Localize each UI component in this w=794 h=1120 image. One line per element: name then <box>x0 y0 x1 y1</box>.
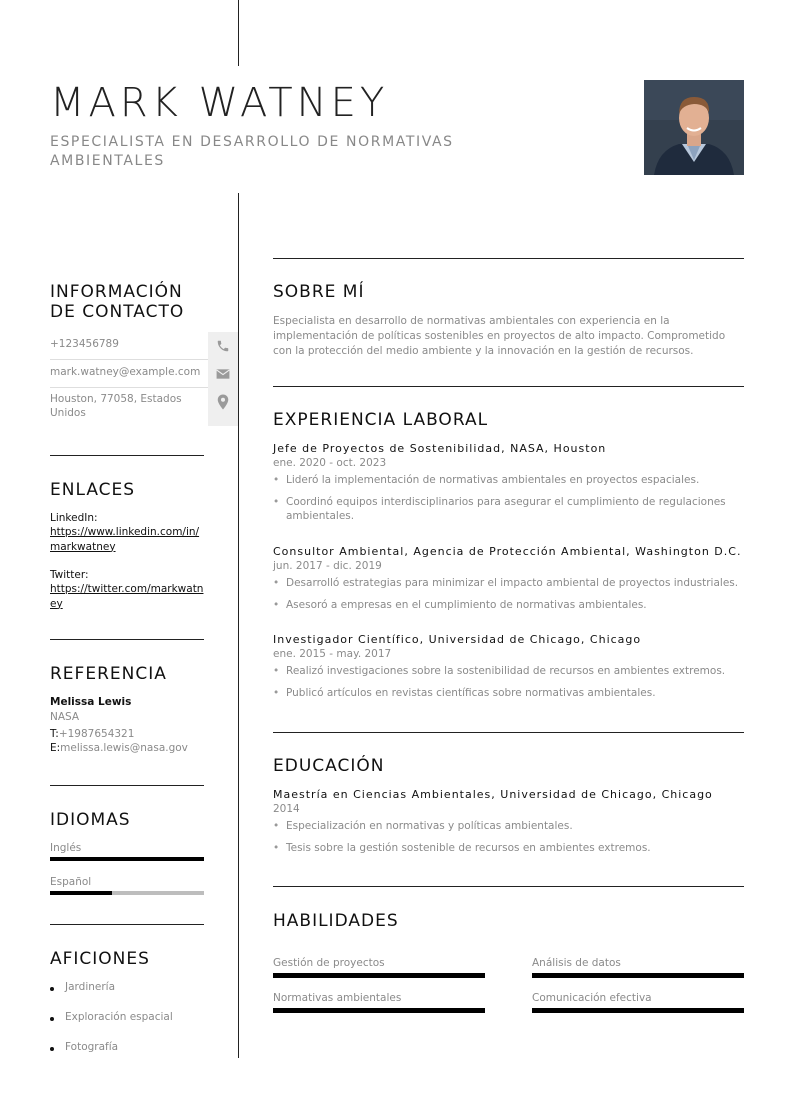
top-divider-line <box>238 0 239 66</box>
phone-icon-cell <box>208 332 238 360</box>
link-twitter <box>50 568 204 611</box>
skill-level-bar <box>273 1008 485 1013</box>
languages-heading: IDIOMAS <box>50 810 131 830</box>
reference-phone-label: T: <box>50 728 59 740</box>
reference-name: Melissa Lewis <box>50 696 132 708</box>
skill-level-bar <box>532 1008 744 1013</box>
right-section-divider <box>273 886 744 887</box>
person-photo-icon <box>644 80 744 175</box>
job-entry <box>273 633 744 700</box>
language-name: Español <box>50 876 92 888</box>
job-dates: jun. 2017 - dic. 2019 <box>273 560 382 572</box>
language-name: Inglés <box>50 842 82 854</box>
reference-phone[interactable]: +1987654321 <box>58 728 135 740</box>
reference-email[interactable]: melissa.lewis@nasa.gov <box>60 742 188 754</box>
reference-email-row <box>50 742 188 754</box>
reference-company: NASA <box>50 711 80 723</box>
location-pin-icon <box>217 394 229 410</box>
candidate-title: ESPECIALISTA EN DESARROLLO DE NORMATIVAS AMBIENTALES <box>50 134 454 169</box>
hobby-bullet <box>50 1047 54 1051</box>
links-heading: ENLACES <box>50 480 136 500</box>
left-section-divider <box>50 785 204 786</box>
education-heading: EDUCACIÓN <box>273 756 385 776</box>
hobby-bullet <box>50 987 54 991</box>
left-section-divider <box>50 924 204 925</box>
job-title: Investigador Científico, Universidad de Chicago, Chicago <box>273 633 642 646</box>
link-label-linkedin: LinkedIn: <box>50 512 98 524</box>
job-bullet: • Desarrolló estrategias para minimizar el impacto ambiental de proyectos industriales. <box>273 576 753 591</box>
language-level-fill <box>50 857 204 861</box>
language-level-bar <box>50 857 204 861</box>
profile-photo <box>644 80 744 175</box>
skills-heading: HABILIDADES <box>273 911 399 931</box>
left-section-divider <box>50 455 204 456</box>
education-degree: Maestría en Ciencias Ambientales, Universidad de Chicago, Chicago <box>273 788 713 801</box>
mail-icon <box>216 368 230 380</box>
right-section-divider <box>273 258 744 259</box>
contact-email[interactable]: mark.watney@example.com <box>50 366 201 378</box>
skill-name: Análisis de datos <box>532 957 621 969</box>
hobby-item: Exploración espacial <box>65 1011 173 1023</box>
contact-address: Houston, 77058, Estados Unidos <box>50 393 182 419</box>
education-year: 2014 <box>273 803 300 815</box>
right-section-divider <box>273 386 744 387</box>
linkedin-url[interactable]: https://www.linkedin.com/in/markwatney <box>50 526 200 553</box>
education-bullets <box>273 819 744 855</box>
education-entry <box>273 788 744 855</box>
right-section-divider <box>273 732 744 733</box>
phone-icon <box>216 339 230 353</box>
about-text: Especialista en desarrollo de normativas ambientales con experiencia en la implementación de políticas sostenibles en proyectos de alto impacto. Comprometido con la protección del medio ambiente y la innovación en la gestión de recursos. <box>273 315 726 357</box>
reference-heading: REFERENCIA <box>50 664 167 684</box>
skill-name: Comunicación efectiva <box>532 992 652 1004</box>
skill-name: Normativas ambientales <box>273 992 402 1004</box>
language-level-fill <box>50 891 112 895</box>
location-icon-cell <box>208 388 238 416</box>
job-bullet: • Asesoró a empresas en el cumplimiento de normativas ambientales. <box>273 598 753 613</box>
skill-level-bar <box>532 973 744 978</box>
skill-name: Gestión de proyectos <box>273 957 385 969</box>
experience-heading: EXPERIENCIA LABORAL <box>273 410 489 430</box>
hobby-bullet <box>50 1017 54 1021</box>
hobby-item: Fotografía <box>65 1041 119 1053</box>
reference-email-label: E: <box>50 742 61 754</box>
link-linkedin <box>50 511 204 554</box>
reference-phone-row <box>50 728 134 740</box>
job-title: Consultor Ambiental, Agencia de Protección Ambiental, Washington D.C. <box>273 545 742 558</box>
link-label-twitter: Twitter: <box>50 569 89 581</box>
job-title: Jefe de Proyectos de Sostenibilidad, NASA, Houston <box>273 442 607 455</box>
candidate-name: MARK WATNEY <box>50 80 389 126</box>
twitter-url[interactable]: https://twitter.com/markwatney <box>50 583 204 610</box>
job-bullets <box>273 664 744 700</box>
left-section-divider <box>50 639 204 640</box>
hobby-item: Jardinería <box>65 981 116 993</box>
job-dates: ene. 2015 - may. 2017 <box>273 648 392 660</box>
job-bullet: • Lideró la implementación de normativas ambientales en proyectos espaciales. <box>273 473 744 488</box>
skill-level-bar <box>273 973 485 978</box>
job-bullet: • Realizó investigaciones sobre la sostenibilidad de recursos en ambientes extremos. <box>273 664 744 679</box>
job-entry <box>273 442 744 524</box>
contact-heading: INFORMACIÓN DE CONTACTO <box>50 282 185 322</box>
language-level-bar <box>50 891 204 895</box>
contact-phone[interactable]: +123456789 <box>50 338 119 350</box>
job-bullet: • Publicó artículos en revistas científicas sobre normativas ambientales. <box>273 686 744 701</box>
job-bullets <box>273 473 744 524</box>
column-divider-line <box>238 193 239 1058</box>
job-bullet: • Coordinó equipos interdisciplinarios para asegurar el cumplimiento de regulaciones ambientales. <box>273 495 744 524</box>
job-entry <box>273 545 753 612</box>
about-heading: SOBRE MÍ <box>273 282 365 302</box>
hobbies-heading: AFICIONES <box>50 949 150 969</box>
education-bullet: • Tesis sobre la gestión sostenible de recursos en ambientes extremos. <box>273 841 744 856</box>
job-dates: ene. 2020 - oct. 2023 <box>273 457 387 469</box>
mail-icon-cell <box>208 360 238 388</box>
education-bullet: • Especialización en normativas y políticas ambientales. <box>273 819 744 834</box>
job-bullets <box>273 576 753 612</box>
